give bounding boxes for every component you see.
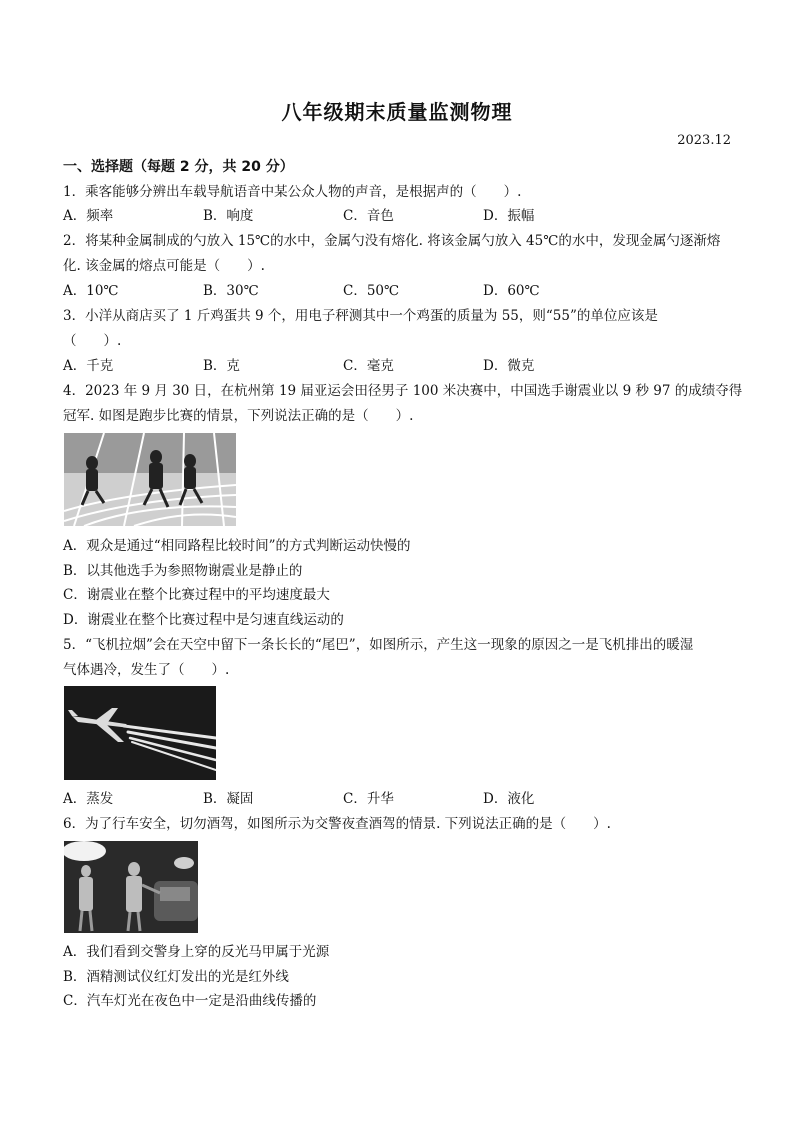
question-2-stem-line1: 2．将某种金属制成的勺放入 15℃的水中，金属勺没有熔化. 将该金属勺放入 45℃的水中，发现金属勺逐渐熔	[63, 233, 721, 249]
question-5-stem-line2: 气体遇冷，发生了（ ）.	[63, 662, 230, 678]
q3-option-c: C．毫克	[343, 358, 394, 374]
q1-option-c: C．音色	[343, 208, 394, 224]
question-6-stem: 6．为了行车安全，切勿酒驾，如图所示为交警夜查酒驾的情景. 下列说法正确的是（ ）.	[63, 816, 611, 832]
q2-option-b: B．30℃	[203, 283, 259, 299]
q4-option-a: A．观众是通过“相同路程比较时间”的方式判断运动快慢的	[63, 538, 411, 554]
question-4-stem-line2: 冠军. 如图是跑步比赛的情景，下列说法正确的是（ ）.	[63, 408, 414, 424]
question-2-stem-line2: 化. 该金属的熔点可能是（ ）.	[63, 258, 265, 274]
section-heading: 一、选择题（每题 2 分，共 20 分）	[63, 159, 294, 175]
q3-option-b: B．克	[203, 358, 240, 374]
q4-option-c: C．谢震业在整个比赛过程中的平均速度最大	[63, 587, 330, 603]
q3-option-a: A．千克	[63, 358, 114, 374]
q1-option-d: D．振幅	[483, 208, 535, 224]
q2-option-d: D．60℃	[483, 283, 540, 299]
question-1-options	[63, 207, 623, 225]
q5-option-c: C．升华	[343, 791, 394, 807]
exam-date: 2023.12	[677, 133, 731, 148]
q2-option-c: C．50℃	[343, 283, 400, 299]
q1-option-b: B．响度	[203, 208, 254, 224]
q6-option-c: C．汽车灯光在夜色中一定是沿曲线传播的	[63, 993, 317, 1009]
q5-option-d: D．液化	[483, 791, 535, 807]
airplane-contrail-image	[64, 686, 216, 780]
q6-option-b: B．酒精测试仪红灯发出的光是红外线	[63, 969, 289, 985]
q1-option-a: A．频率	[63, 208, 114, 224]
police-checkpoint-image	[64, 841, 198, 933]
question-5-stem-line1: 5．“飞机拉烟”会在天空中留下一条长长的“尾巴”，如图所示，产生这一现象的原因之一是飞机排出的暖湿	[63, 637, 694, 653]
question-2-options	[63, 282, 623, 300]
question-3-stem-line1: 3．小洋从商店买了 1 斤鸡蛋共 9 个，用电子秤测其中一个鸡蛋的质量为 55，则“55”的单位应该是	[63, 308, 658, 324]
q3-option-d: D．微克	[483, 358, 535, 374]
q2-option-a: A．10℃	[63, 283, 119, 299]
question-3-options	[63, 357, 623, 375]
question-4-stem-line1: 4．2023 年 9 月 30 日，在杭州第 19 届亚运会田径男子 100 米决赛中，中国选手谢震业以 9 秒 97 的成绩夺得	[63, 383, 743, 399]
q5-option-b: B．凝固	[203, 791, 254, 807]
page-title: 八年级期末质量监测物理	[281, 100, 513, 124]
question-3-stem-line2: （ ）.	[63, 333, 122, 349]
sprint-race-image	[64, 433, 236, 526]
question-1-stem: 1．乘客能够分辨出车载导航语音中某公众人物的声音，是根据声的（ ）.	[63, 184, 522, 200]
q4-option-b: B．以其他选手为参照物谢震业是静止的	[63, 563, 303, 579]
q5-option-a: A．蒸发	[63, 791, 114, 807]
q4-option-d: D．谢震业在整个比赛过程中是匀速直线运动的	[63, 612, 344, 628]
q6-option-a: A．我们看到交警身上穿的反光马甲属于光源	[63, 944, 330, 960]
question-5-options	[63, 790, 623, 808]
